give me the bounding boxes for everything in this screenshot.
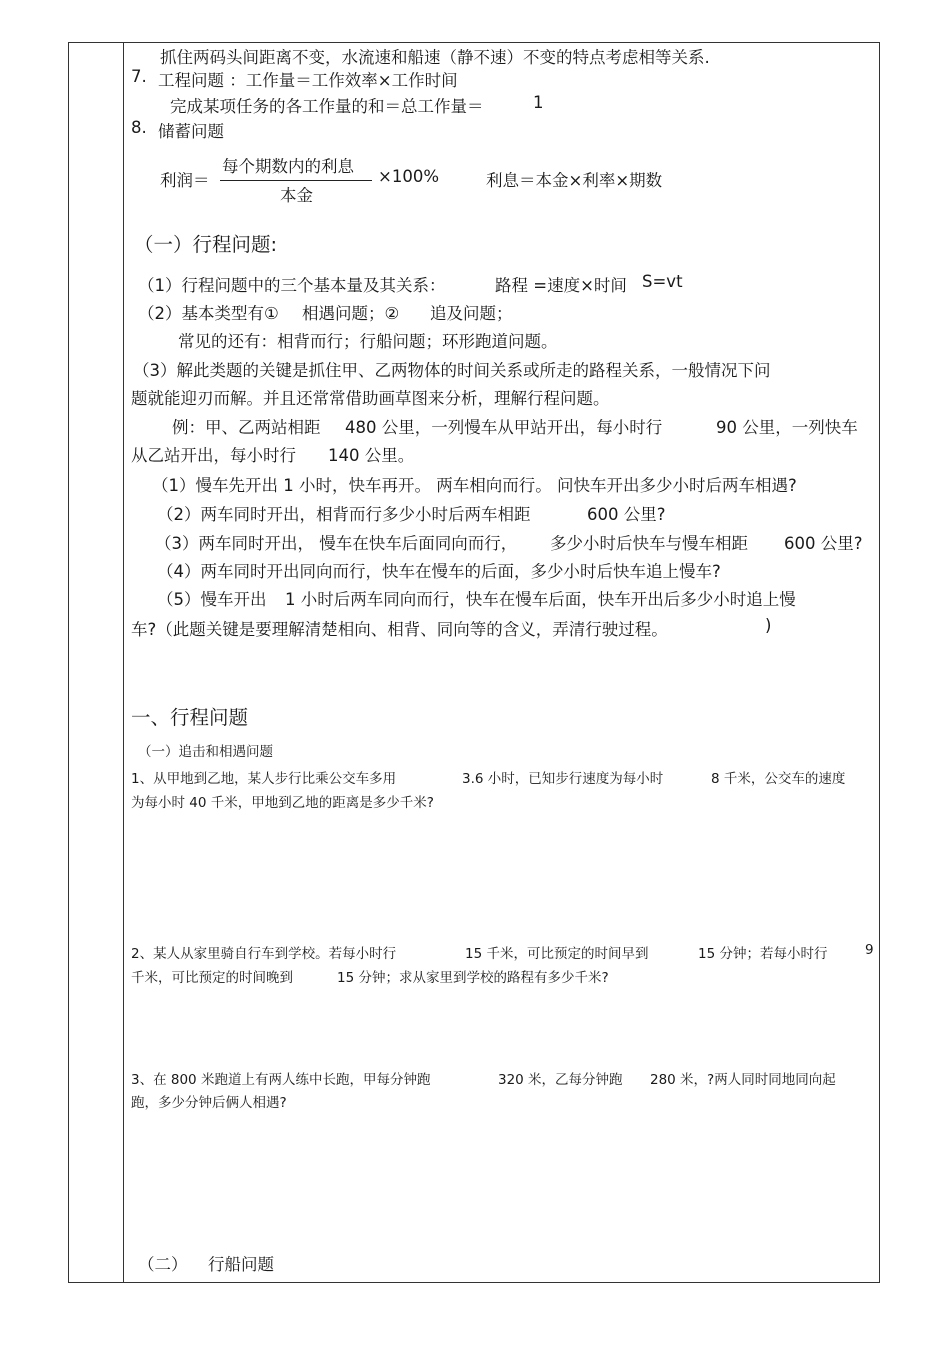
profit-tail: ×100% <box>378 167 439 186</box>
travel-heading: （一）行程问题: <box>134 233 278 256</box>
section-one-sub: （一）追击和相遇问题 <box>138 744 273 760</box>
question-5-c: 车?（此题关键是要理解清楚相向、相背、同向等的含义，弄清行驶过程。 <box>131 620 668 639</box>
fraction-bar <box>220 180 372 181</box>
question-5-b: 1 小时后两车同向而行，快车在慢车后面，快车开出后多少小时追上慢 <box>285 590 796 609</box>
question-2-b: 600 公里? <box>587 505 666 524</box>
travel-p3-a: （3）解此类题的关键是抓住甲、乙两物体的时间关系或所走的路程关系，一般情况下问 <box>133 361 771 380</box>
problem-2-a: 2、某人从家里骑自行车到学校。若每小时行 <box>131 946 397 962</box>
question-5-a: （5）慢车开出 <box>157 590 267 609</box>
item7-text: 工程问题 ：工作量＝工作效率×工作时间 <box>158 71 458 90</box>
question-3-a: （3）两车同时开出， 慢车在快车后面同向而行， <box>155 534 518 553</box>
column-divider <box>123 42 124 1283</box>
travel-p1-b: 路程 =速度×时间 <box>495 276 627 295</box>
section-two-label: （二） <box>138 1255 188 1274</box>
question-2-a: （2）两车同时开出，相背而行多少小时后两车相距 <box>157 505 531 524</box>
problem-3-b: 320 米，乙每分钟跑 <box>498 1072 623 1088</box>
problem-3-a: 3、在 800 米跑道上有两人练中长跑，甲每分钟跑 <box>131 1072 431 1088</box>
profit-denominator: 本金 <box>280 186 313 205</box>
interest-formula: 利息＝本金×利率×期数 <box>486 171 663 190</box>
problem-2-e: 千米，可比预定的时间晚到 <box>131 970 293 986</box>
question-5-d: ) <box>765 616 772 635</box>
example-a: 例：甲、乙两站相距 <box>172 418 321 437</box>
problem-2-f: 15 分钟；求从家里到学校的路程有多少千米? <box>337 970 609 986</box>
item8-number: 8. <box>131 118 147 137</box>
problem-1-a: 1、从甲地到乙地，某人步行比乘公交车多用 <box>131 771 397 787</box>
travel-p2-a: （2）基本类型有① <box>138 304 279 323</box>
item7-number: 7. <box>131 67 147 86</box>
item7-sub: 完成某项任务的各工作量的和＝总工作量＝ <box>170 97 484 116</box>
question-3-c: 600 公里? <box>784 534 863 553</box>
example-b: 480 公里，一列慢车从甲站开出，每小时行 <box>345 418 663 437</box>
question-1: （1）慢车先开出 1 小时，快车再开。 两车相向而行。 问快车开出多少小时后两车相遇? <box>152 476 797 495</box>
travel-p1-c: S=vt <box>642 272 683 291</box>
item7-sub-value: 1 <box>533 93 544 112</box>
section-two-title: 行船问题 <box>208 1255 274 1274</box>
travel-p1-a: （1）行程问题中的三个基本量及其关系： <box>138 276 446 295</box>
travel-p2-c: 追及问题； <box>430 304 513 323</box>
example-d: 从乙站开出，每小时行 <box>131 446 296 465</box>
problem-2-b: 15 千米，可比预定的时间早到 <box>465 946 649 962</box>
travel-p3-b: 题就能迎刃而解。并且还常常借助画草图来分析，理解行程问题。 <box>131 389 610 408</box>
problem-1-d: 为每小时 40 千米，甲地到乙地的距离是多少千米? <box>131 795 434 811</box>
example-c: 90 公里，一列快车 <box>716 418 858 437</box>
profit-numerator: 每个期数内的利息 <box>222 157 354 176</box>
travel-p2-b: 相遇问题；② <box>302 304 400 323</box>
problem-2-c: 15 分钟；若每小时行 <box>698 946 828 962</box>
profit-label: 利润＝ <box>160 171 210 190</box>
problem-3-c: 280 米，?两人同时同地同向起 <box>650 1072 836 1088</box>
problem-2-d: 9 <box>865 942 874 958</box>
travel-p2-d: 常见的还有：相背而行；行船问题；环形跑道问题。 <box>178 332 558 351</box>
problem-1-b: 3.6 小时，已知步行速度为每小时 <box>462 771 664 787</box>
question-3-b: 多少小时后快车与慢车相距 <box>550 534 748 553</box>
example-e: 140 公里。 <box>328 446 415 465</box>
section-one-heading: 一、行程问题 <box>131 706 249 729</box>
item8-text: 储蓄问题 <box>158 122 224 141</box>
problem-3-d: 跑，多少分钟后俩人相遇? <box>131 1095 287 1111</box>
intro-line1: 抓住两码头间距离不变，水流速和船速（静不速）不变的特点考虑相等关系. <box>160 48 710 67</box>
problem-1-c: 8 千米，公交车的速度 <box>711 771 846 787</box>
question-4: （4）两车同时开出同向而行，快车在慢车的后面，多少小时后快车追上慢车? <box>157 562 721 581</box>
